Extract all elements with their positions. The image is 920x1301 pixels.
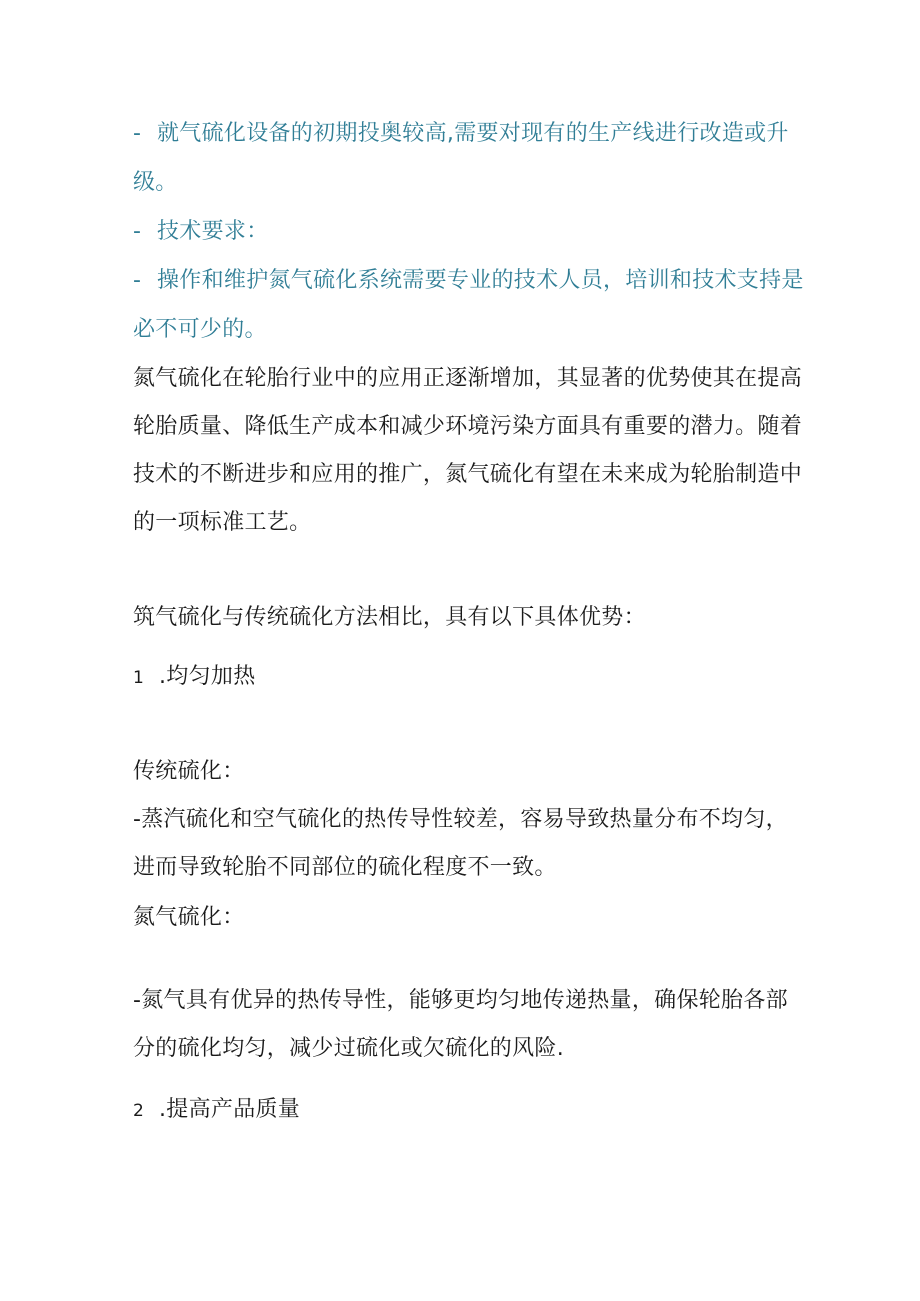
traditional-line-2: 进而导致轮胎不同部位的硫化程度不一致。 bbox=[133, 855, 557, 880]
advantage-number: 2 bbox=[133, 1101, 145, 1121]
bullet-investment-continuation: 级。 bbox=[133, 170, 178, 195]
summary-line-3: 技术的不断进步和应用的推广，氮气硫化有望在未来成为轮胎制造中 bbox=[133, 462, 803, 487]
bullet-tech-heading-text: 技术要求： bbox=[157, 219, 269, 244]
summary-line-2: 轮胎质量、降低生产成本和减少环境污染方面具有重要的潜力。随着 bbox=[133, 414, 803, 439]
advantage-title: .均匀加热 bbox=[159, 664, 256, 689]
bullet-tech-detail-continuation: 必不可少的。 bbox=[133, 317, 267, 342]
bullet-dash: - bbox=[133, 121, 142, 146]
bullet-dash: - bbox=[133, 219, 142, 244]
advantages-intro: 筑气硫化与传统硫化方法相比，具有以下具体优势： bbox=[133, 605, 646, 630]
nitrogen-label: 氮气硫化： bbox=[133, 905, 245, 930]
bullet-investment-text: 就气硫化设备的初期投奥较高,需要对现有的生产线进行改造或升 bbox=[157, 121, 789, 146]
bullet-tech-heading bbox=[133, 217, 269, 247]
advantage-heading-2 bbox=[133, 1095, 300, 1126]
bullet-tech-detail-text: 操作和维护氮气硫化系统需要专业的技术人员，培训和技术支持是 bbox=[157, 268, 804, 293]
summary-line-4: 的一项标准工艺。 bbox=[133, 510, 312, 535]
traditional-line-1: -蒸汽硫化和空气硫化的热传导性较差，容易导致热量分布不均匀， bbox=[133, 807, 788, 832]
traditional-label: 传统硫化： bbox=[133, 759, 245, 784]
nitrogen-line-1: -氮气具有优异的热传导性，能够更均匀地传递热量，确保轮胎各部 bbox=[133, 988, 788, 1013]
nitrogen-line-2: 分的硫化均匀，减少过硫化或欠硫化的风险. bbox=[133, 1036, 564, 1061]
bullet-dash: - bbox=[133, 268, 142, 293]
advantage-title: .提高产品质量 bbox=[159, 1097, 301, 1122]
advantage-heading-1 bbox=[133, 662, 256, 693]
bullet-tech-detail bbox=[133, 266, 804, 296]
summary-line-1: 氮气硫化在轮胎行业中的应用正逐渐增加，其显著的优势使其在提高 bbox=[133, 366, 803, 391]
bullet-investment bbox=[133, 119, 789, 149]
advantage-number: 1 bbox=[133, 668, 145, 688]
